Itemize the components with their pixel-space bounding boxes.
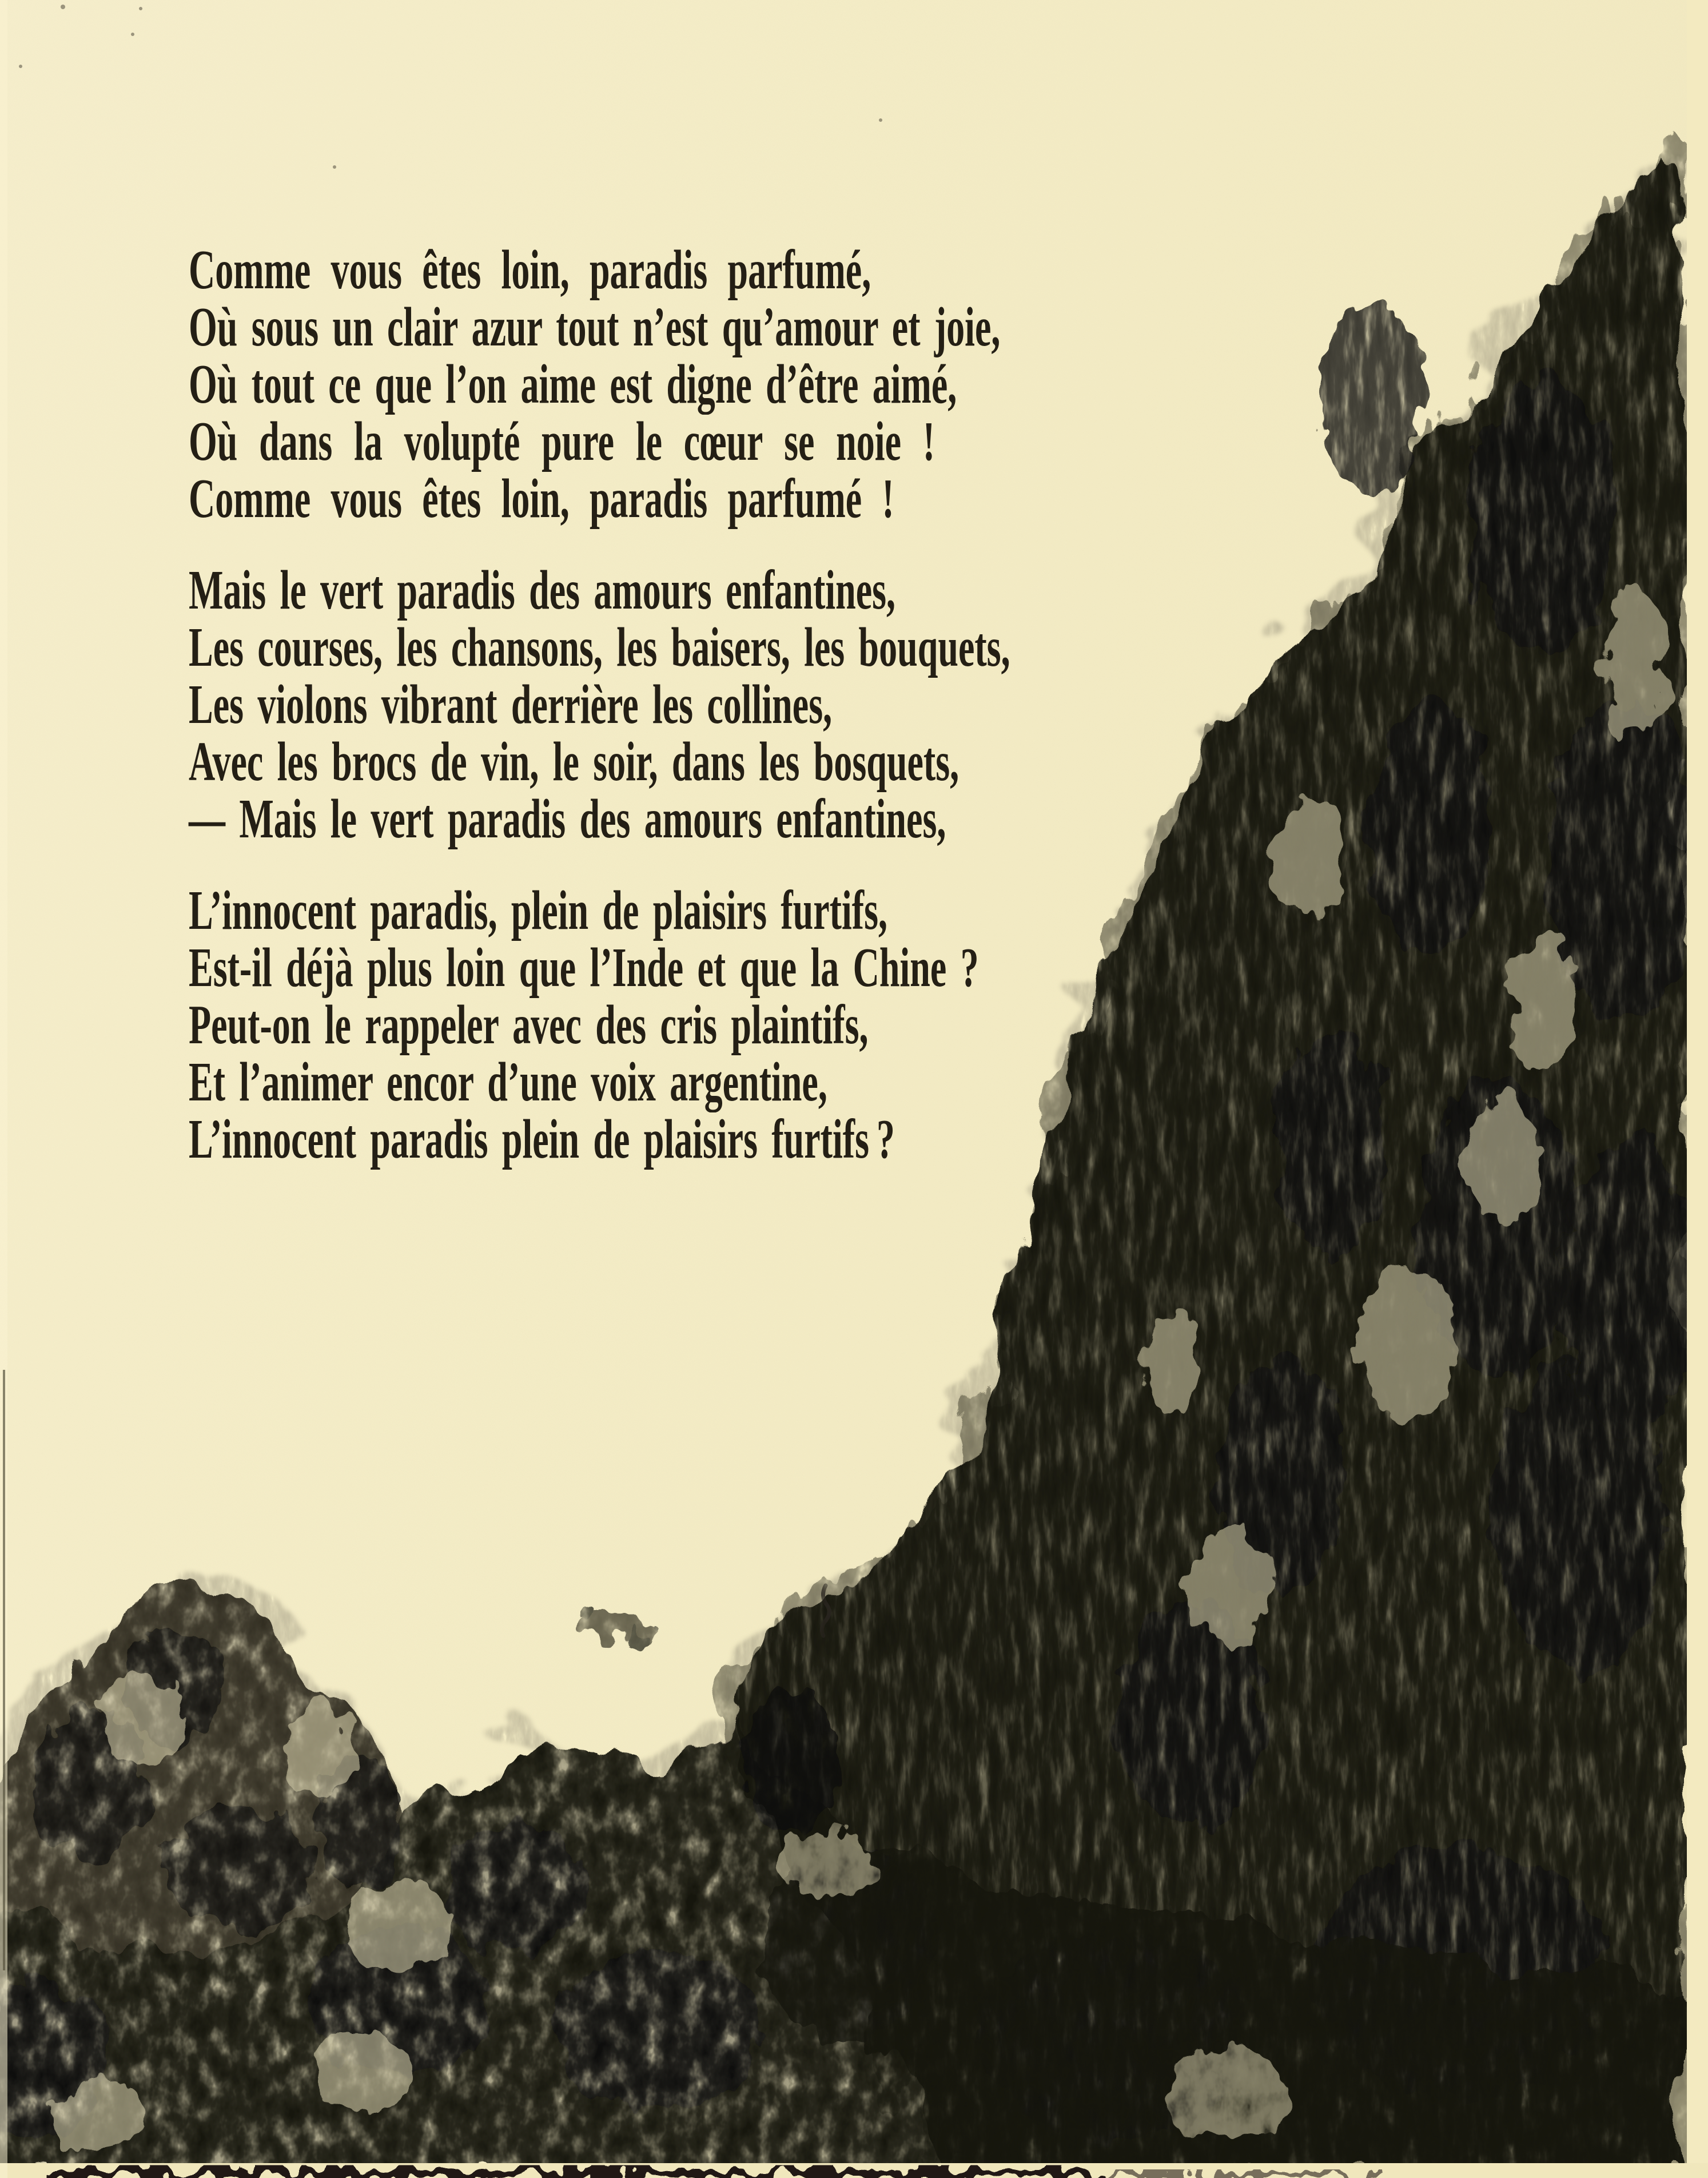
poem-line: Est-il déjà plus loin que l’Inde et que la Chine ?	[189, 937, 979, 998]
poem-line: Et l’animer encor d’une voix argentine,	[189, 1051, 827, 1112]
poem-line: Peut-on le rappeler avec des cris plaintifs,	[189, 994, 869, 1055]
poem-text	[189, 241, 1434, 1168]
bottom-dark-strip	[51, 2169, 1098, 2178]
poem-line: L’innocent paradis, plein de plaisirs furtifs,	[189, 880, 888, 941]
poem-line: Où tout ce que l’on aime est digne d’être aimé,	[189, 353, 957, 415]
stanza	[189, 241, 1434, 527]
right-margin	[1687, 0, 1708, 2178]
poem-line: L’innocent paradis plein de plaisirs furtifs ?	[189, 1108, 895, 1170]
poem-line: Comme vous êtes loin, paradis parfumé,	[189, 239, 871, 300]
poem-line: Les courses, les chansons, les baisers, les bouquets,	[189, 617, 1010, 678]
poem-line: Comme vous êtes loin, paradis parfumé !	[189, 468, 894, 529]
poem-line: Où sous un clair azur tout n’est qu’amour et joie,	[189, 296, 1001, 357]
poem-line: Les violons vibrant derrière les collines,	[189, 674, 833, 735]
bottom-dark-strip-2	[1098, 2172, 1384, 2177]
poem-line: Mais le vert paradis des amours enfantines,	[189, 559, 896, 621]
stanza	[189, 882, 1434, 1168]
poem-line: Avec les brocs de vin, le soir, dans les bosquets,	[189, 731, 959, 792]
left-edge-line	[3, 1370, 5, 1970]
poem-line: Où dans la volupté pure le cœur se noie !	[189, 411, 935, 472]
stanza	[189, 559, 1434, 849]
poem-line: — Mais le vert paradis des amours enfantines,	[189, 788, 946, 849]
